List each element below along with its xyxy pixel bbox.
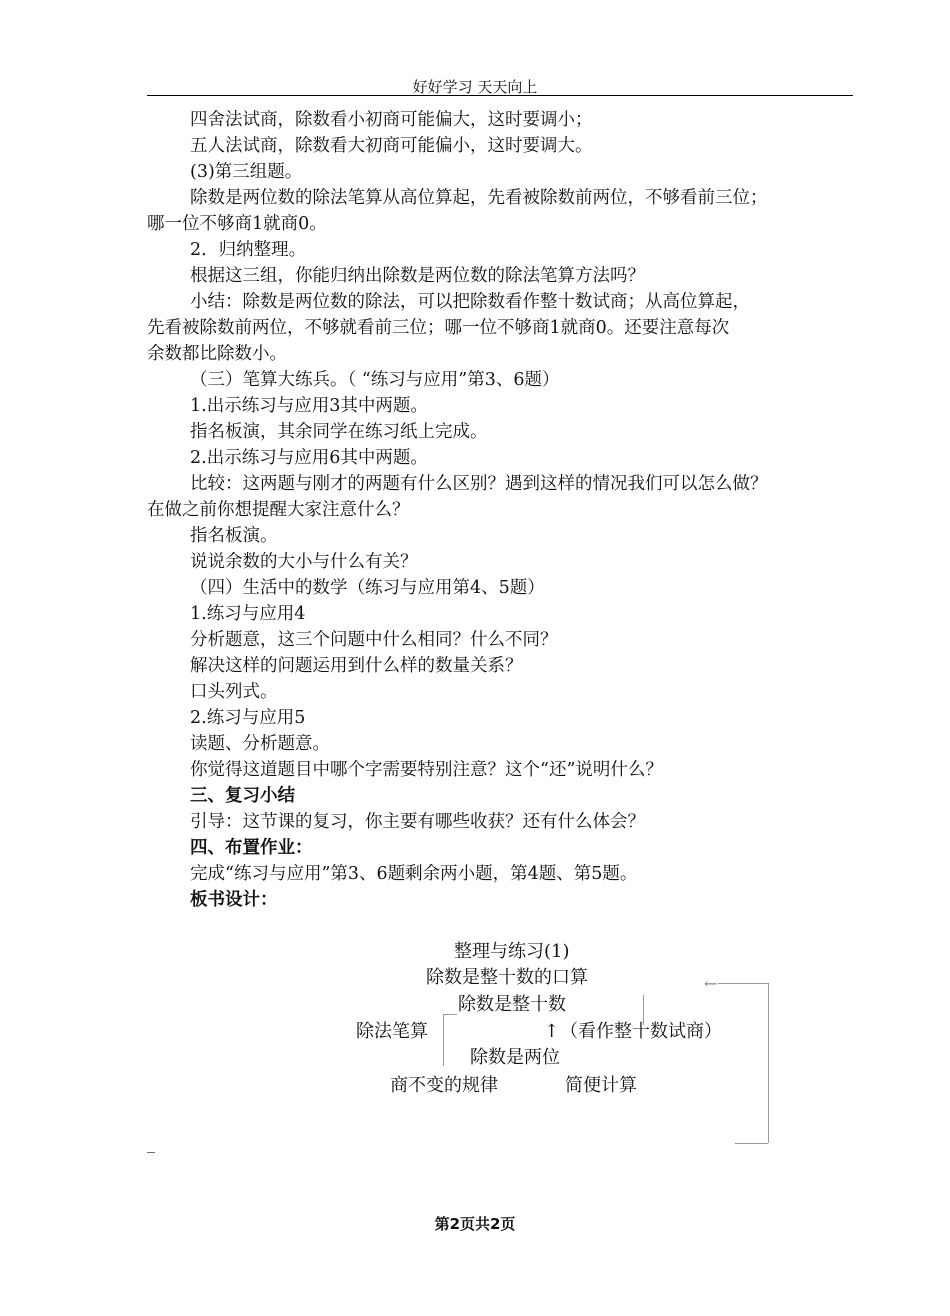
connector-vertical: [768, 983, 769, 1143]
text-line: 小结：除数是两位数的除法，可以把除数看作整十数试商；从高位算起，: [190, 292, 750, 312]
page-footer: 第2页共2页: [434, 1215, 516, 1233]
text-line: 1.出示练习与应用3其中两题。: [190, 396, 428, 416]
text-line: 余数都比除数小。: [147, 344, 287, 364]
board-item: （看作整十数试商）: [560, 1021, 722, 1042]
bracket-left-top: [443, 1014, 457, 1015]
text-line: 先看被除数前两位，不够就看前三位；哪一位不够商1就商0。还要注意每次: [147, 318, 730, 338]
stray-dash: _: [147, 1134, 155, 1153]
text-line: 说说余数的大小与什么有关？: [190, 552, 418, 572]
connector-bottom: [735, 1143, 768, 1144]
section-heading: 板书设计：: [190, 890, 278, 910]
bracket-left: [443, 1014, 444, 1066]
text-line: 1.练习与应用4: [190, 604, 306, 624]
text-line: (3)第三组题。: [190, 162, 303, 182]
text-line: 2.练习与应用5: [190, 708, 306, 728]
text-line: 你觉得这道题目中哪个字需要特别注意？这个“还”说明什么？: [190, 760, 663, 780]
section-heading: 三、复习小结: [190, 786, 295, 806]
page-header: 好好学习 天天向上: [412, 78, 538, 96]
connector-top: [718, 983, 768, 984]
board-title: 整理与练习(1): [454, 941, 570, 962]
left-arrow-icon: ←: [704, 974, 718, 993]
section-heading: 四、布置作业：: [190, 838, 313, 858]
text-line: 解决这样的问题运用到什么样的数量关系？: [190, 656, 523, 676]
text-line: 指名板演，其余同学在练习纸上完成。: [190, 422, 488, 442]
text-line: 读题、分析题意。: [190, 734, 330, 754]
text-line: 指名板演。: [190, 526, 278, 546]
text-line: （四）生活中的数学（练习与应用第4、5题）: [190, 578, 545, 598]
board-item: 除数是整十数: [458, 994, 566, 1015]
text-line: 2．归纳整理。: [190, 240, 307, 260]
header-rule: [147, 95, 853, 96]
text-line: 四舍法试商，除数看小初商可能偏大，这时要调小；: [190, 110, 593, 130]
board-item: 除数是整十数的口算: [426, 967, 588, 988]
bracket-right: [643, 995, 644, 1025]
text-line: 完成“练习与应用”第3、6题剩余两小题，第4题、第5题。: [190, 864, 638, 884]
board-item: 商不变的规律: [390, 1075, 498, 1096]
text-line: 在做之前你想提醒大家注意什么？: [147, 500, 410, 520]
text-line: 口头列式。: [190, 682, 278, 702]
text-line: （三）笔算大练兵。（ “练习与应用”第3、6题）: [190, 370, 560, 390]
board-item: 简便计算: [565, 1075, 637, 1096]
text-line: 哪一位不够商1就商0。: [147, 214, 327, 234]
board-item: 除数是两位: [470, 1047, 560, 1068]
text-line: 2.出示练习与应用6其中两题。: [190, 448, 428, 468]
text-line: 比较：这两题与刚才的两题有什么区别？遇到这样的情况我们可以怎么做？: [190, 474, 768, 494]
text-line: 根据这三组，你能归纳出除数是两位数的除法笔算方法吗？: [190, 266, 645, 286]
text-line: 分析题意，这三个问题中什么相同？什么不同？: [190, 630, 558, 650]
board-item: 除法笔算: [356, 1021, 428, 1042]
text-line: 引导：这节课的复习，你主要有哪些收获？还有什么体会？: [190, 812, 645, 832]
text-line: 五人法试商，除数看大初商可能偏小，这时要调大。: [190, 136, 593, 156]
text-line: 除数是两位数的除法笔算从高位算起，先看被除数前两位，不够看前三位；: [190, 188, 768, 208]
up-arrow-icon: ↑: [544, 1021, 560, 1042]
